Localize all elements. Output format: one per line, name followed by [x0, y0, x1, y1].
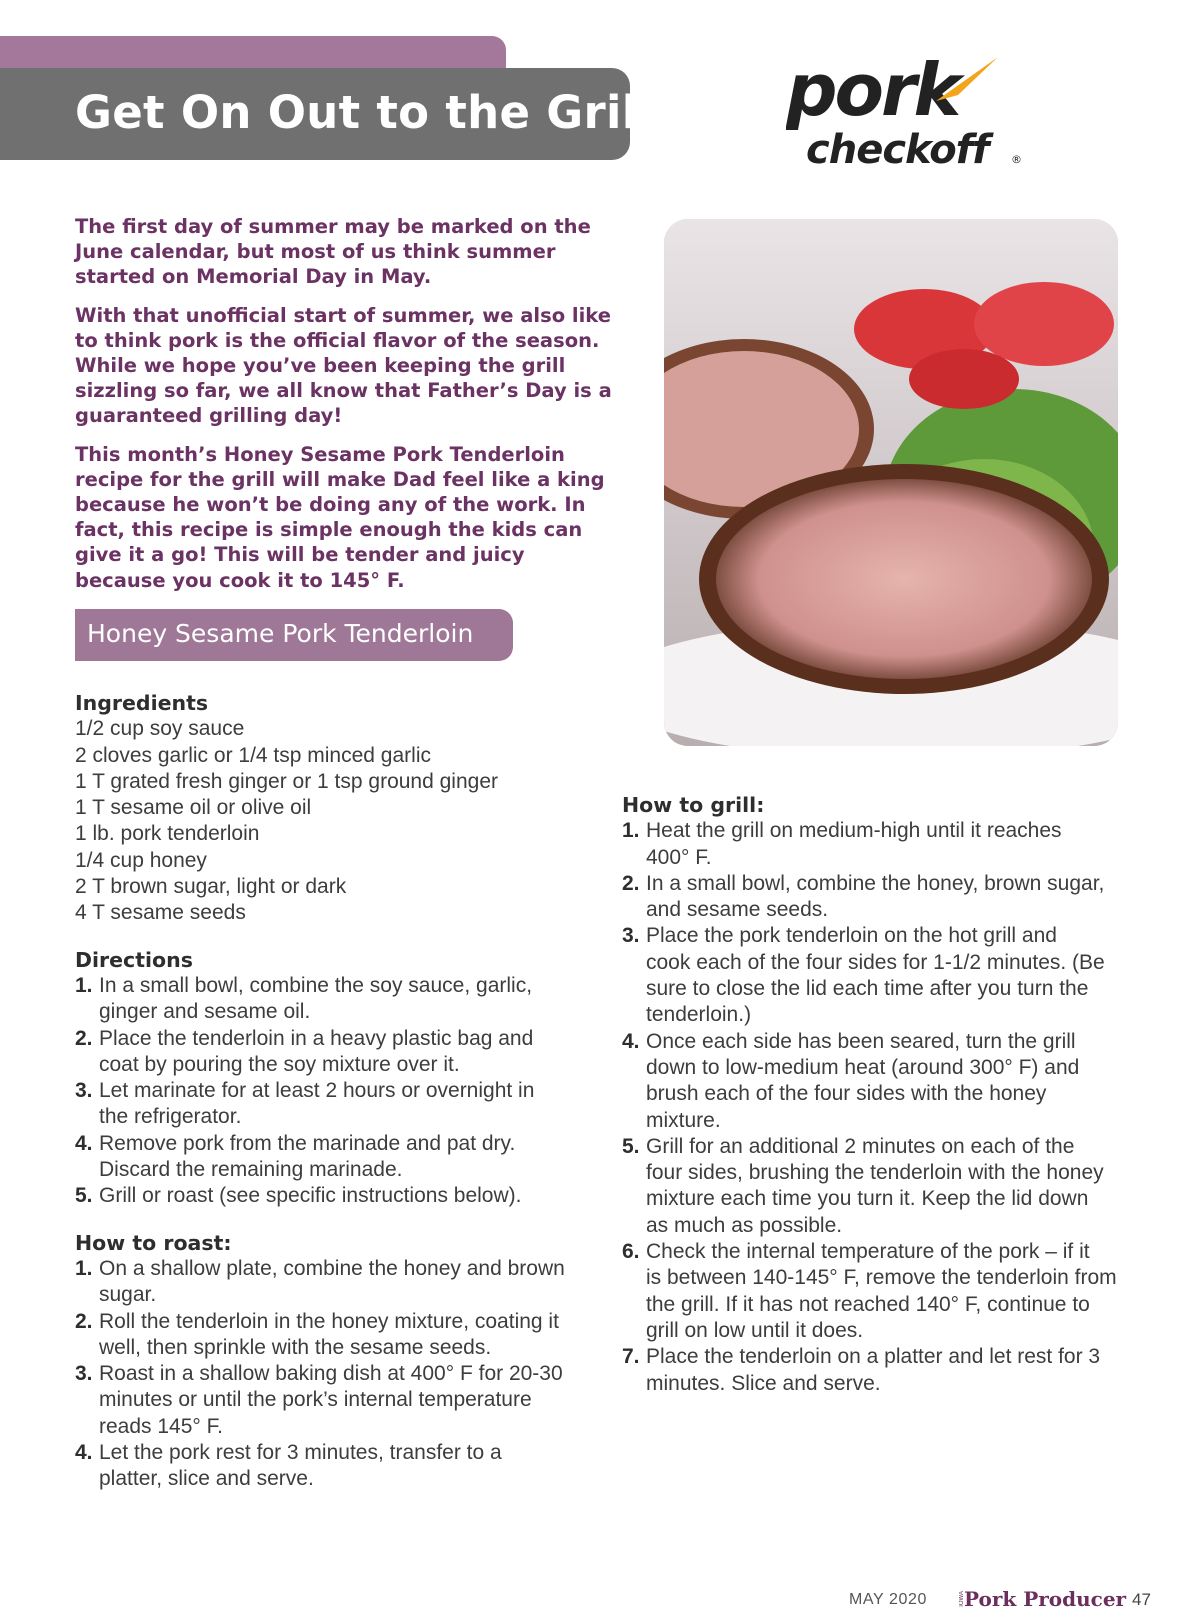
direction-step	[75, 1078, 615, 1131]
step-text-line: Place the pork tenderloin on the hot grill and	[646, 924, 1057, 948]
step-text-line: ginger and sesame oil.	[99, 1000, 311, 1024]
pork-checkoff-logo	[786, 55, 1026, 175]
step-number: 4.	[75, 1131, 93, 1155]
grill-steps-list	[622, 818, 1152, 1397]
step-number: 5.	[75, 1184, 93, 1208]
ingredient-item: 2 T brown sugar, light or dark	[75, 875, 347, 899]
step-number: 3.	[622, 924, 640, 948]
ingredient-item: 4 T sesame seeds	[75, 901, 246, 925]
step-text-line: down to low-medium heat (around 300° F) and	[646, 1055, 1080, 1079]
magazine-state-label: IOWA	[959, 1591, 965, 1607]
intro-paragraph: With that unofficial start of summer, we also like to think pork is the official flavor of the season. While we hope you’ve been keeping the grill sizzling so far, we all know that Father’s Day is a guaranteed grilling day!	[75, 303, 612, 428]
directions-heading: Directions	[75, 947, 193, 972]
intro-paragraph: This month’s Honey Sesame Pork Tenderloin recipe for the grill will make Dad feel like a king because he won’t be doing any of the work. In fact, this recipe is simple enough the kids can give it a go! This will be tender and juicy because you cook it to 145° F.	[75, 442, 605, 592]
step-text-line: sugar.	[99, 1283, 157, 1307]
step-number: 1.	[75, 973, 93, 997]
intro-paragraph: The first day of summer may be marked on the June calendar, but most of us think summer started on Memorial Day in May.	[75, 215, 591, 289]
step-text-line: Let the pork rest for 3 minutes, transfer to a	[99, 1441, 502, 1465]
grill-step	[622, 1344, 1152, 1397]
ingredient-item: 1/4 cup honey	[75, 848, 207, 872]
direction-step	[75, 973, 615, 1026]
recipe-title-banner	[75, 609, 513, 661]
step-text-line: four sides, brushing the tenderloin with the honey	[646, 1161, 1104, 1185]
step-text-line: minutes or until the pork’s internal temperature	[99, 1388, 532, 1412]
magazine-name: Pork Producer	[964, 1587, 1127, 1611]
step-number: 2.	[75, 1026, 93, 1050]
recipe-right-column	[622, 792, 1152, 1397]
logo-checkoff-text: checkoff	[806, 127, 989, 173]
logo-registered-mark: ®	[1011, 153, 1022, 166]
direction-step	[75, 1131, 615, 1184]
step-text-line: In a small bowl, combine the soy sauce, garlic,	[99, 973, 533, 997]
grill-step	[622, 1029, 1152, 1134]
pork-tenderloin-photo	[664, 219, 1118, 746]
step-text-line: Place the tenderloin in a heavy plastic bag and	[99, 1026, 534, 1050]
step-text-line: minutes. Slice and serve.	[646, 1371, 881, 1395]
step-text-line: Check the internal temperature of the pork – if it	[646, 1240, 1090, 1264]
step-text-line: 400° F.	[646, 845, 712, 869]
step-text-line: Grill for an additional 2 minutes on each of the	[646, 1134, 1075, 1158]
step-text-line: Once each side has been seared, turn the grill	[646, 1029, 1076, 1053]
step-text-line: Heat the grill on medium-high until it reaches	[646, 819, 1062, 843]
step-text-line: In a small bowl, combine the honey, brown sugar,	[646, 871, 1105, 895]
step-text-line: Remove pork from the marinade and pat dry.	[99, 1131, 516, 1155]
step-number: 1.	[75, 1256, 93, 1280]
step-number: 5.	[622, 1134, 640, 1158]
roast-step	[75, 1440, 615, 1493]
direction-step	[75, 1026, 615, 1079]
step-text-line: mixture each time you turn it. Keep the lid down	[646, 1187, 1089, 1211]
roast-step	[75, 1309, 615, 1362]
step-number: 4.	[622, 1029, 640, 1053]
issue-date: MAY 2020	[849, 1591, 928, 1608]
roast-step	[75, 1361, 615, 1440]
step-text-line: the refrigerator.	[99, 1105, 242, 1129]
page-footer	[849, 1589, 1159, 1611]
step-number: 4.	[75, 1441, 93, 1465]
ingredient-item: 2 cloves garlic or 1/4 tsp minced garlic	[75, 743, 431, 767]
step-text-line: mixture.	[646, 1108, 721, 1132]
ingredient-item: 1 T grated fresh ginger or 1 tsp ground ginger	[75, 769, 498, 793]
step-text-line: is between 140-145° F, remove the tenderloin from	[646, 1266, 1117, 1290]
roast-steps-list	[75, 1256, 615, 1493]
ingredient-item: 1 T sesame oil or olive oil	[75, 796, 312, 820]
step-text-line: coat by pouring the soy mixture over it.	[99, 1052, 460, 1076]
step-text-line: Let marinate for at least 2 hours or overnight in	[99, 1079, 535, 1103]
step-text-line: platter, slice and serve.	[99, 1467, 314, 1491]
step-text-line: brush each of the four sides with the honey	[646, 1082, 1047, 1106]
step-number: 3.	[75, 1079, 93, 1103]
directions-list	[75, 973, 615, 1210]
step-number: 7.	[622, 1345, 640, 1369]
roast-step	[75, 1256, 615, 1309]
step-text-line: well, then sprinkle with the sesame seeds.	[99, 1335, 492, 1359]
step-number: 2.	[75, 1309, 93, 1333]
logo-pork-text: pork	[786, 55, 959, 132]
title-banner	[0, 68, 675, 160]
ingredient-item: 1/2 cup soy sauce	[75, 717, 245, 741]
grill-step	[622, 923, 1152, 1028]
direction-step	[75, 1183, 615, 1209]
step-text-line: tenderloin.)	[646, 1003, 752, 1027]
step-text-line: grill on low until it does.	[646, 1318, 864, 1342]
grill-heading: How to grill:	[622, 793, 765, 817]
step-text-line: reads 145° F.	[99, 1414, 223, 1438]
ingredients-heading: Ingredients	[75, 691, 209, 715]
grill-step	[622, 871, 1152, 924]
grill-step	[622, 1134, 1152, 1239]
step-number: 2.	[622, 871, 640, 895]
step-text-line: cook each of the four sides for 1-1/2 minutes. (Be	[646, 950, 1105, 974]
roast-heading: How to roast:	[75, 1230, 232, 1255]
intro-text	[75, 214, 615, 606]
grill-step	[622, 818, 1152, 871]
step-text-line: as much as possible.	[646, 1213, 843, 1237]
step-text-line: and sesame seeds.	[646, 898, 829, 922]
page-number: 47	[1132, 1590, 1151, 1609]
step-text-line: On a shallow plate, combine the honey and brown	[99, 1256, 565, 1280]
step-number: 6.	[622, 1240, 640, 1264]
step-text-line: Place the tenderloin on a platter and let rest for 3	[646, 1345, 1101, 1369]
step-text-line: Roll the tenderloin in the honey mixture, coating it	[99, 1309, 559, 1333]
step-text-line: Roast in a shallow baking dish at 400° F for 20-30	[99, 1362, 563, 1386]
step-text-line: Discard the remaining marinade.	[99, 1158, 403, 1182]
recipe-left-column	[75, 690, 615, 1493]
step-text-line: the grill. If it has not reached 140° F, continue to	[646, 1292, 1090, 1316]
step-text-line: Grill or roast (see specific instructions below).	[99, 1184, 522, 1208]
page-title: Get On Out to the Grill!	[75, 86, 675, 139]
step-number: 3.	[75, 1362, 93, 1386]
step-number: 1.	[622, 819, 640, 843]
ingredient-item: 1 lb. pork tenderloin	[75, 822, 260, 846]
recipe-title: Honey Sesame Pork Tenderloin	[87, 619, 474, 648]
grill-step	[622, 1239, 1152, 1344]
step-text-line: sure to close the lid each time after you turn the	[646, 977, 1089, 1001]
